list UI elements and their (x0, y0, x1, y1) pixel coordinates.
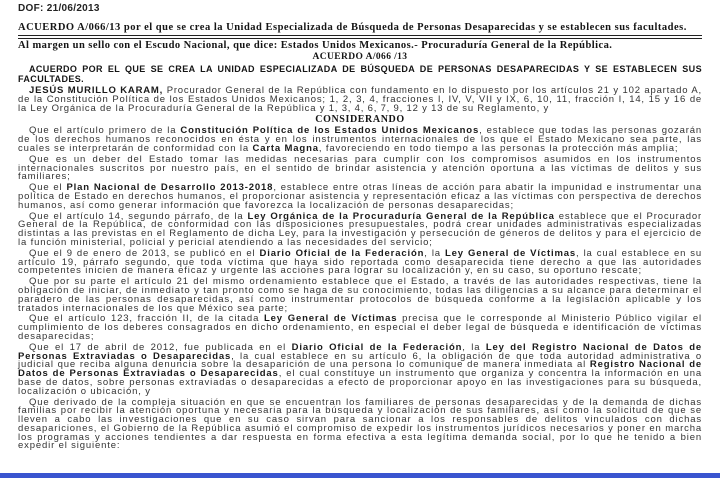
text-run: Que el artículo 14, segundo párrafo, de la (29, 210, 248, 222)
considerando-heading: CONSIDERANDO (315, 114, 405, 126)
text-run: Que el 9 de enero de 2013, se publicó en el (29, 247, 260, 259)
bold-text-run: Ley General de Víctimas (444, 247, 577, 259)
bold-text-run: Registro Nacional de Datos de Personas Extraviadas o Desaparecidas (18, 359, 702, 380)
text-run: , la cual establece en su artículo 19, párrafo segundo, que toda víctima que haya sido reportada como desaparecida tiene derecho a que las autoridades competentes inicien de manera eficaz y urgente las acciones para lograr su localización y, en su caso, su oportuno rescate; (18, 247, 703, 277)
considerando-paragraph (18, 127, 702, 153)
text-run: , establece que todas las personas gozarán de los derechos humanos reconocidos en ésta y en los instrumentos internacionales de los que el Estado Mexicano sea parte, las cuales se interpretarán de conformidad con la (18, 125, 702, 154)
acuerdo-subject-heading: ACUERDO POR EL QUE SE CREA LA UNIDAD ESPECIALIZADA DE BÚSQUEDA DE PERSONAS DESAPARECIDAS Y SE ESTABLECEN SUS FACULTADES. (18, 64, 702, 84)
text-run: establece que el Procurador General de la República, de conformidad con las disposiciones presupuestales, podrá crear unidades administrativas especializadas distintas a las previstas en el Reglamento de dicha Ley, para la investigación y persecución de géneros de delitos y para el ejercicio de la función ministerial, policial y pericial atendiendo a las necesidades del servicio; (18, 210, 703, 248)
bold-text-run: JESÚS MURILLO KARAM, (29, 85, 164, 96)
considerando-paragraph (18, 247, 703, 277)
bold-text-run: Ley General de Víctimas (264, 313, 398, 325)
dof-date-label: DOF: 21/06/2013 (18, 3, 100, 14)
double-rule-divider (18, 35, 702, 39)
text-run: Procurador General de la República con fundamento en lo dispuesto por los artículos 21 y 102 apartado A, de la Constitución Política de los Estados Unidos Mexicanos; 1, 2, 3, 4, fracciones I, IV, V, VII y IX, 6, 10, 11, fracción I, 14, 15 y 16 de la Ley Orgánica de la Procuraduría General de la República y 1, 3, 4, 6, 7, 9, 12 y 13 de su Reglamento, y (18, 85, 702, 114)
bold-text-run: Diario Oficial de la Federación (291, 341, 463, 353)
bold-text-run: Diario Oficial de la Federación (259, 247, 425, 259)
considerando-paragraph (18, 278, 702, 313)
text-run: , establece entre otras líneas de acción para abatir la impunidad e instrumentar una política de Estado en derechos humanos, el proporcionar asistencia y representación eficaz a las víctimas con perspectiva de derechos humanos, así como generar información que favorezca la localización de personas desaparecidas; (18, 182, 702, 211)
bold-text-run: Constitución Política de los Estados Unidos Mexicanos (180, 125, 480, 137)
document-title: ACUERDO A/066/13 por el que se crea la Unidad Especializada de Búsqueda de Personas Desaparecidas y se establecen sus facultades. (18, 22, 687, 33)
text-run: precisa que le corresponde al Ministerio Público vigilar el cumplimiento de los deberes consagrados en dicho ordenamiento, en especial el deber legal de búsqueda e identificación de víctimas desaparecidas; (18, 313, 702, 342)
considerando-paragraph (18, 184, 702, 210)
text-run: Que el (29, 182, 67, 194)
considerando-paragraphs (18, 127, 702, 451)
text-run: Que es un deber del Estado tomar las medidas necesarias para cumplir con los compromisos asumidos en los instrumentos internacionales suscritos por nuestro país, en el sentido de brindar asistencia y atención oportuna a las víctimas de delitos y sus familiares; (18, 153, 702, 183)
text-run: , la (424, 247, 445, 259)
bold-text-run: Ley Orgánica de la Procuraduría General de la República (247, 210, 555, 222)
considerando-paragraph (18, 153, 702, 183)
bold-text-run: Ley del Registro Nacional de Datos de Personas Extraviadas o Desaparecidas (18, 341, 703, 362)
considerando-paragraph (18, 341, 703, 397)
text-run: Que por su parte el artículo 21 del mismo ordenamiento establece que el Estado, a través de las autoridades respectivas, tiene la obligación de iniciar, de inmediato y tan pronto como se haga de su conocimiento, todas las diligencias a su alcance para determinar el paradero de las personas desaparecidas, así como instrumentar protocolos de búsqueda conforme a la legislación aplicable y los tratados internacionales de los que México sea parte; (18, 276, 702, 314)
text-run: , el cual constituye un instrumento que organiza y concentra la información en una base de datos, sobre personas extraviadas o desaparecidas a efecto de proporcionar apoyo en las investigaciones para su búsqueda, localización o ubicación, y (18, 368, 703, 397)
text-run: Que el artículo 123, fracción II, de la citada (29, 313, 265, 325)
text-run: , favoreciendo en todo tiempo a las personas la protección más amplia; (318, 142, 679, 154)
bold-text-run: Plan Nacional de Desarrollo 2013-2018 (66, 182, 274, 194)
considerando-paragraph (18, 396, 702, 452)
bold-text-run: Carta Magna (252, 142, 319, 154)
text-run: , la (462, 341, 486, 353)
margin-seal-note: Al margen un sello con el Escudo Nacional, que dice: Estados Unidos Mexicanos.- Procuraduría General de la República. (18, 40, 613, 51)
considerando-paragraph (18, 210, 703, 248)
considerando-paragraph (18, 315, 702, 341)
text-run: Que derivado de la compleja situación en que se encuentran los familiares de personas desaparecidas y de la demanda de dichas familias por recibir la atención oportuna y necesaria para la búsqueda y localización de sus familiares, así como la solicitud de que se lleven a cabo las investigaciones que en su caso sirvan para sancionar a los responsables de delitos vinculados con dichas desapariciones, el Gobierno de la República asumió el compromiso de expedir los instrumentos jurídicos necesarios y poner en marcha los programas y acciones tendientes a dar respuesta en forma efectiva a esta legítima demanda social, por lo que he tenido a bien expedir el siguiente: (18, 396, 702, 452)
bottom-selection-bar (0, 473, 720, 478)
text-run: Que el artículo primero de la (29, 125, 181, 137)
preamble-paragraph (18, 87, 702, 113)
text-run: Que el 17 de abril de 2012, fue publicada en el (29, 341, 292, 353)
acuerdo-number-heading: ACUERDO A/066 /13 (312, 52, 408, 62)
text-run: , la cual establece en su artículo 6, la obligación de que toda autoridad administrativa o judicial que reciba alguna denuncia sobre la desaparición de una persona lo comunique de manera inmediata al (18, 350, 702, 371)
